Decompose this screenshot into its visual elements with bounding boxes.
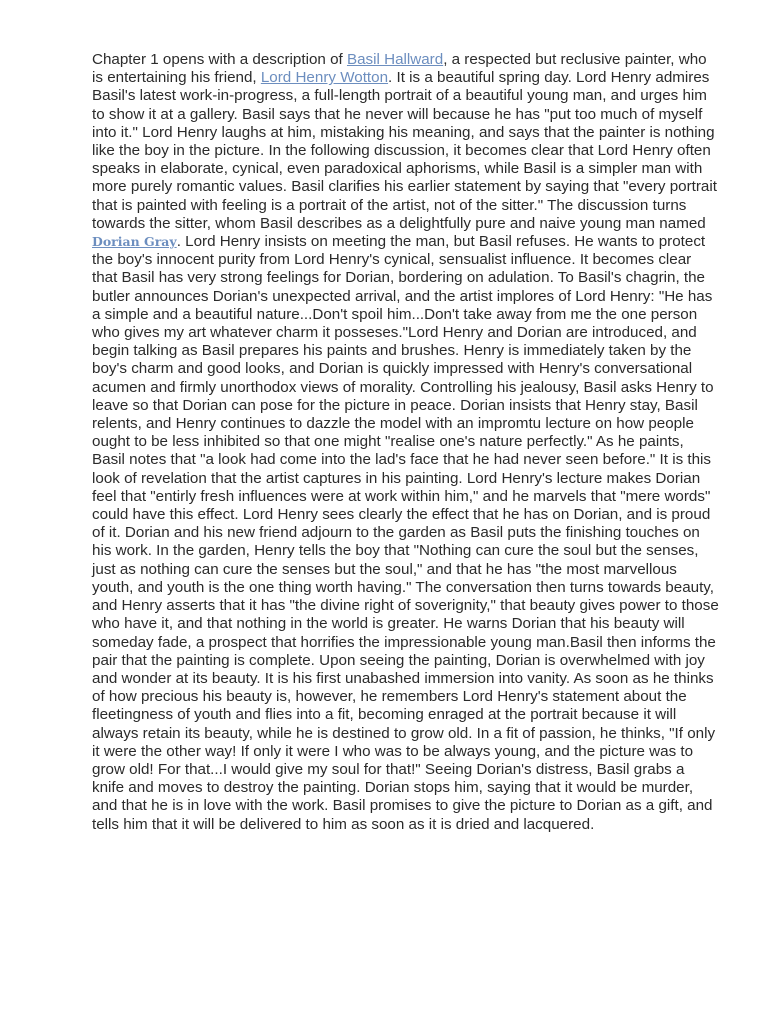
link-lord-henry-wotton[interactable]: Lord Henry Wotton (260, 69, 389, 87)
text-segment: . It is a beautiful spring day. Lord Henry admires Basil's latest work-in-progress, a full-length portrait of a beautiful young man, and urges him to show it at a gallery. Basil says that he never will because he has "put too much of myself into it." Lord Henry laughs at him, mistaking his meaning, and says that the painter is nothing like the boy in the picture. In the following discussion, it becomes clear that Lord Henry often speaks in elaborate, cynical, even paradoxical aphorisms, while Basil is a simpler man with more purely romantic values. Basil clarifies his earlier statement by saying that "every portrait that is painted with feeling is a portrait of the artist, not of the sitter." The discussion turns towards the sitter, whom Basil describes as a delightfully pure and naive young man named (92, 69, 717, 232)
document-page (92, 51, 720, 834)
chapter-summary-paragraph (92, 51, 720, 834)
link-dorian-gray[interactable]: Dorian Gray (92, 234, 177, 250)
text-segment: , a respected but reclusive painter, who is entertaining his friend, (92, 51, 707, 87)
text-segment: . Lord Henry insists on meeting the man, but Basil refuses. He wants to protect the boy's innocent purity from Lord Henry's cynical, sensualist influence. It becomes clear that Basil has very strong feelings for Dorian, bordering on adulation. To Basil's chagrin, the butler announces Dorian's unexpected arrival, and the artist implores of Lord Henry: "He has a simple and a beautiful nature...Don't spoil him...Don't take away from me the one person who gives my art whatever charm it posseses."Lord Henry and Dorian are introduced, and begin talking as Basil prepares his paints and brushes. Henry is immediately taken by the boy's charm and good looks, and Dorian is quickly impressed with Henry's conversational acumen and firmly unorthodox views of morality. Controlling his jealousy, Basil asks Henry to leave so that Dorian can pose for the picture in peace. Dorian insists that Henry stay, Basil relents, and Henry continues to dazzle the model with an impromtu lecture on how people ought to be less inhibited so that one might "realise one's nature perfectly." As he paints, Basil notes that "a look had come into the lad's face that he had never seen before." It is this look of revelation that the artist captures in his painting. Lord Henry's lecture makes Dorian feel that "entirly fresh influences were at work within him," and he marvels that "mere words" could have this effect. Lord Henry sees clearly the effect that he has on Dorian, and is proud of it. Dorian and his new friend adjourn to the garden as Basil puts the finishing touches on his work. In the garden, Henry tells the boy that "Nothing can cure the soul but the senses, just as nothing can cure the senses but the soul," and that he has "the most marvellous youth, and youth is the one thing worth having." The conversation then turns towards beauty, and Henry asserts that it has "the divine right of soverignity," that beauty gives power to those who have it, and that nothing in the world is greater. He warns Dorian that his beauty will someday fade, a prospect that horrifies the impressionable young man.Basil then informs the pair that the painting is complete. Upon seeing the painting, Dorian is overwhelmed with joy and wonder at its beauty. It is his first unabashed immersion into vanity. As soon as he thinks of how precious his beauty is, however, he remembers Lord Henry's statement about the fleetingness of youth and flies into a fit, becoming enraged at the portrait because it will always retain its beauty, while he is destined to grow old. In a fit of passion, he thinks, "If only it were the other way! If only it were I who was to be always young, and the picture was to grow old! For that...I would give my soul for that!" Seeing Dorian's distress, Basil grabs a knife and moves to destroy the painting. Dorian stops him, saying that it would be murder, and that he is in love with the work. Basil promises to give the picture to Dorian as a gift, and tells him that it will be delivered to him as soon as it is dried and lacquered. (92, 233, 719, 833)
text-segment: Chapter 1 opens with a description of (92, 51, 347, 68)
link-basil-hallward[interactable]: Basil Hallward (346, 51, 444, 68)
